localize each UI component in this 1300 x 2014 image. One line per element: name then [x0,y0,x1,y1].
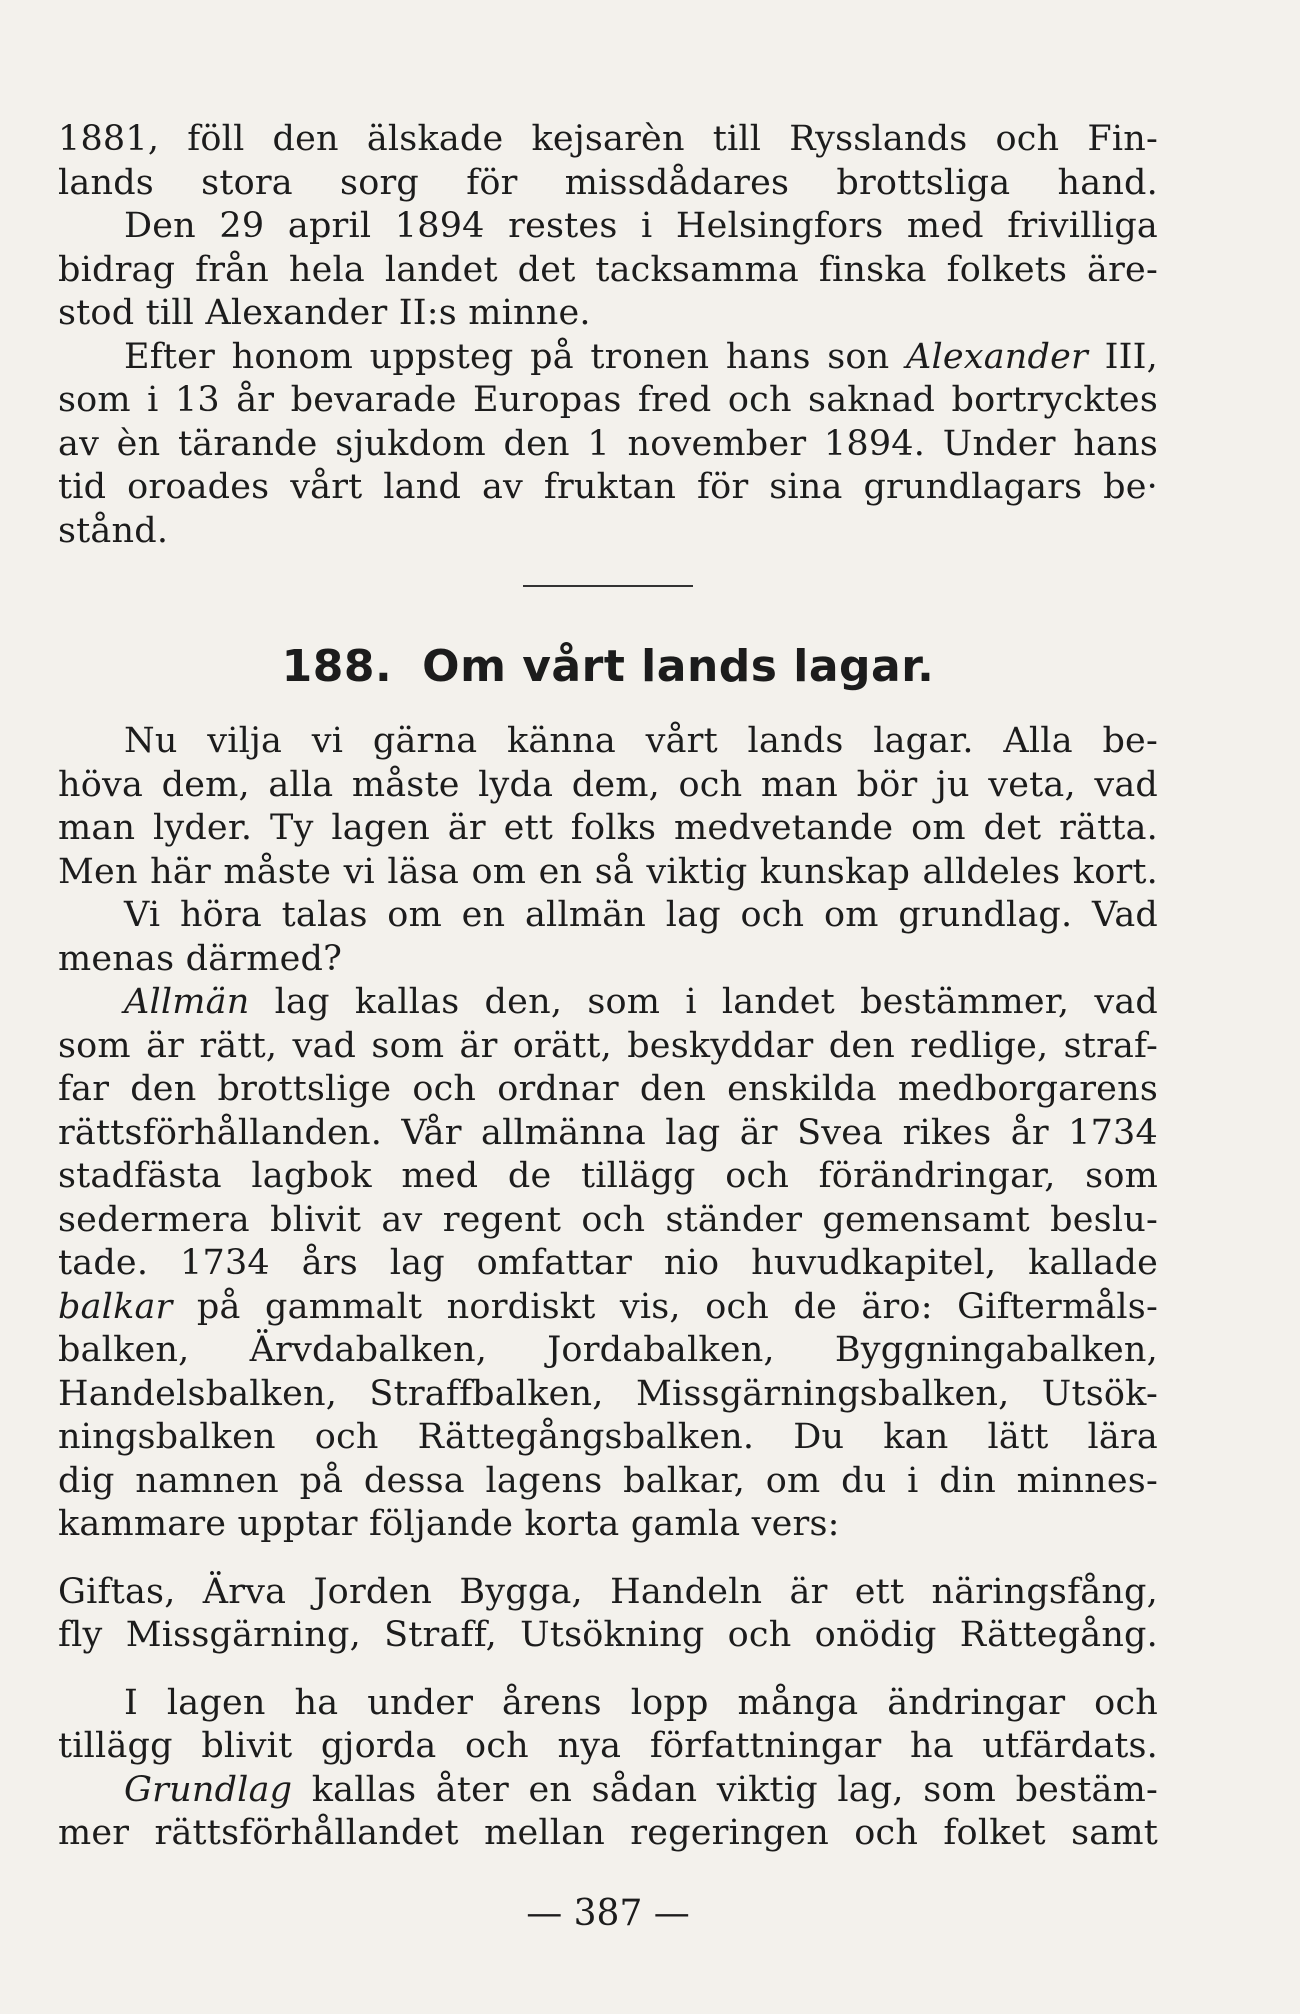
text-line: lands stora sorg för missdådares brottsliga hand. [58,162,1158,203]
text-line: Men här måste vi läsa om en så viktig kunskap alldeles kort. [58,851,1158,892]
section-title: Om vårt lands lagar. [422,641,935,692]
text-line: ningsbalken och Rättegångsbalken. Du kan lätt lära [58,1417,1158,1457]
section-heading [58,641,1158,692]
page-number: — 387 — [526,1893,690,1934]
page-body [58,118,1158,1934]
text-line: Grundlag kallas åter en sådan viktig lag, som bestäm- [124,1769,1158,1810]
text-line: stadfästa lagbok med de tillägg och förändringar, som [58,1156,1158,1196]
section-divider [523,585,693,587]
text-line: som är rätt, vad som är orätt, beskyddar den redlige, straf- [58,1025,1158,1066]
text-line: tillägg blivit gjorda och nya författningar ha utfärdats. [58,1726,1158,1766]
text-line: mer rättsförhållandet mellan regeringen och folket samt [58,1813,1158,1853]
text-line: 1881, föll den älskade kejsarèn till Rysslands och Fin- [58,119,1158,159]
text-line: Handelsbalken, Straffbalken, Missgärningsbalken, Utsök- [58,1373,1158,1414]
section-number: 188. [281,641,393,692]
spacer [58,1547,1158,1571]
text-line: stod till Alexander II:s minne. [58,293,591,333]
verse-line: Giftas, Ärva Jorden Bygga, Handeln är ett näringsfång, [58,1571,1158,1612]
emphasis-term: balkar [58,1286,173,1327]
text-line: Efter honom uppsteg på tronen hans son Alexander III, [124,336,1158,377]
text-line: I lagen ha under årens lopp många ändringar och [124,1682,1158,1723]
text-line: far den brottslige och ordnar den enskilda medborgarens [58,1069,1158,1109]
text-line: balken, Ärvdabalken, Jordabalken, Byggningabalken, [58,1330,1158,1370]
text-line: balkar på gammalt nordiskt vis, och de äro: Giftermåls- [58,1286,1158,1327]
emphasis-name: Alexander [906,336,1088,377]
emphasis-term: Allmän [124,982,250,1022]
text-line: Den 29 april 1894 restes i Helsingfors med frivilliga [124,206,1158,246]
text-line: dig namnen på dessa lagens balkar, om du i din minnes- [58,1460,1158,1501]
text-line: Allmän lag kallas den, som i landet bestämmer, vad [124,982,1158,1022]
text-line: höva dem, alla måste lyda dem, och man bör ju veta, vad [58,764,1158,805]
text-line: som i 13 år bevarade Europas fred och saknad bortrycktes [58,380,1158,420]
text-line: bidrag från hela landet det tacksamma finska folkets äre- [58,249,1158,290]
text-line: tid oroades vårt land av fruktan för sina grundlagars be· [58,467,1158,507]
text-line: kammare upptar följande korta gamla vers: [58,1504,840,1544]
text-line: sedermera blivit av regent och ständer gemensamt beslu- [58,1199,1158,1240]
text-line: Vi höra talas om en allmän lag och om grundlag. Vad [124,895,1158,935]
spacer [58,1658,1158,1682]
text-line: tade. 1734 års lag omfattar nio huvudkapitel, kallade [58,1243,1158,1283]
text-line: menas därmed? [58,938,343,979]
emphasis-term: Grundlag [124,1769,293,1810]
text-line: av èn tärande sjukdom den 1 november 1894. Under hans [58,423,1158,464]
text-line: stånd. [58,510,169,551]
text-line: man lyder. Ty lagen är ett folks medvetande om det rätta. [58,808,1158,848]
verse-line: fly Missgärning, Straff, Utsökning och onödig Rättegång. [58,1615,1158,1655]
text-line: Nu vilja vi gärna känna vårt lands lagar. Alla be- [124,721,1158,761]
text-line: rättsförhållanden. Vår allmänna lag är Svea rikes år 1734 [58,1112,1158,1153]
